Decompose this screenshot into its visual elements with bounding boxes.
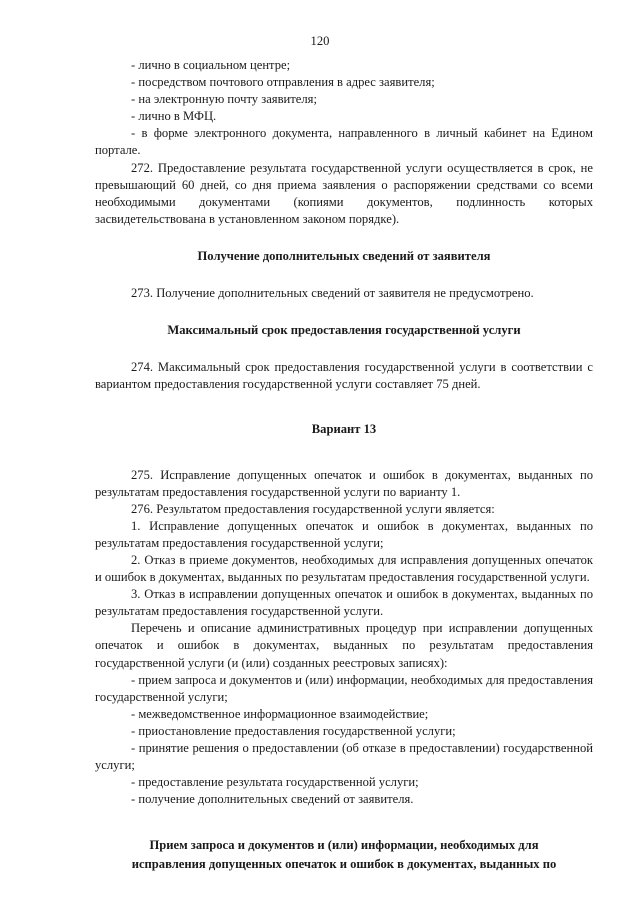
section-heading-max-term: Максимальный срок предоставления государственной услуги — [167, 323, 521, 338]
paragraph-276: 276. Результатом предоставления государственной услуги является: — [131, 501, 495, 516]
paragraph-275: 275. Исправление допущенных опечаток и ошибок в документах, выданных по результатам предоставления государственной услуги по варианту 1. — [95, 467, 593, 499]
section-heading-request-line-1: Прием запроса и документов и (или) информации, необходимых для — [149, 838, 539, 853]
list-item: - лично в социальном центре; — [131, 58, 291, 72]
list-item: - принятие решения о предоставлении (об отказе в предоставлении) государственной услуги; — [95, 741, 593, 773]
list-item: - в форме электронного документа, направленного в личный кабинет на Едином портале. — [95, 126, 593, 158]
paragraph-272: 272. Предоставление результата государственной услуги осуществляется в срок, не превышающий 60 дней, со дня приема заявления о распоряжении средствами со всеми необходимыми документами (копиями документов, подлинность которых засвидетельствована в установленном законом порядке). — [95, 160, 593, 226]
list-item: - на электронную почту заявителя; — [131, 92, 317, 107]
page-content — [95, 57, 593, 874]
list-item: - лично в МФЦ. — [131, 109, 217, 124]
paragraph-273: 273. Получение дополнительных сведений от заявителя не предусмотрено. — [131, 286, 534, 301]
list-item: - получение дополнительных сведений от заявителя. — [131, 792, 414, 807]
result-item: 3. Отказ в исправлении допущенных опечаток и ошибок в документах, выданных по результатам предоставления государственной услуги. — [95, 587, 593, 619]
result-item: 2. Отказ в приеме документов, необходимых для исправления допущенных опечаток и ошибок в документах, выданных по результатам предоставления государственной услуги. — [95, 552, 593, 585]
list-item: - приостановление предоставления государственной услуги; — [131, 723, 456, 738]
procedures-intro: Перечень и описание административных процедур при исправлении допущенных опечаток и ошибок в документах, выданных по результатам предоставления государственной услуги (и (или) созданных реестровых записях): — [95, 621, 593, 670]
section-heading-variant-13: Вариант 13 — [311, 422, 377, 437]
section-heading-additional-info: Получение дополнительных сведений от заявителя — [197, 248, 491, 263]
list-item: - межведомственное информационное взаимодействие; — [131, 706, 429, 721]
list-item: - предоставление результата государственной услуги; — [131, 775, 419, 790]
page-number: 120 — [310, 34, 330, 48]
result-item: 1. Исправление допущенных опечаток и ошибок в документах, выданных по результатам предоставления государственной услуги; — [95, 518, 593, 550]
paragraph-274: 274. Максимальный срок предоставления государственной услуги в соответствии с вариантом предоставления государственной услуги составляет 75 дней. — [95, 360, 593, 392]
list-item: - посредством почтового отправления в адрес заявителя; — [131, 75, 435, 90]
section-heading-request-line-2: исправления допущенных опечаток и ошибок в документах, выданных по — [131, 857, 557, 872]
list-item: - прием запроса и документов и (или) информации, необходимых для предоставления государственной услуги; — [95, 672, 593, 704]
